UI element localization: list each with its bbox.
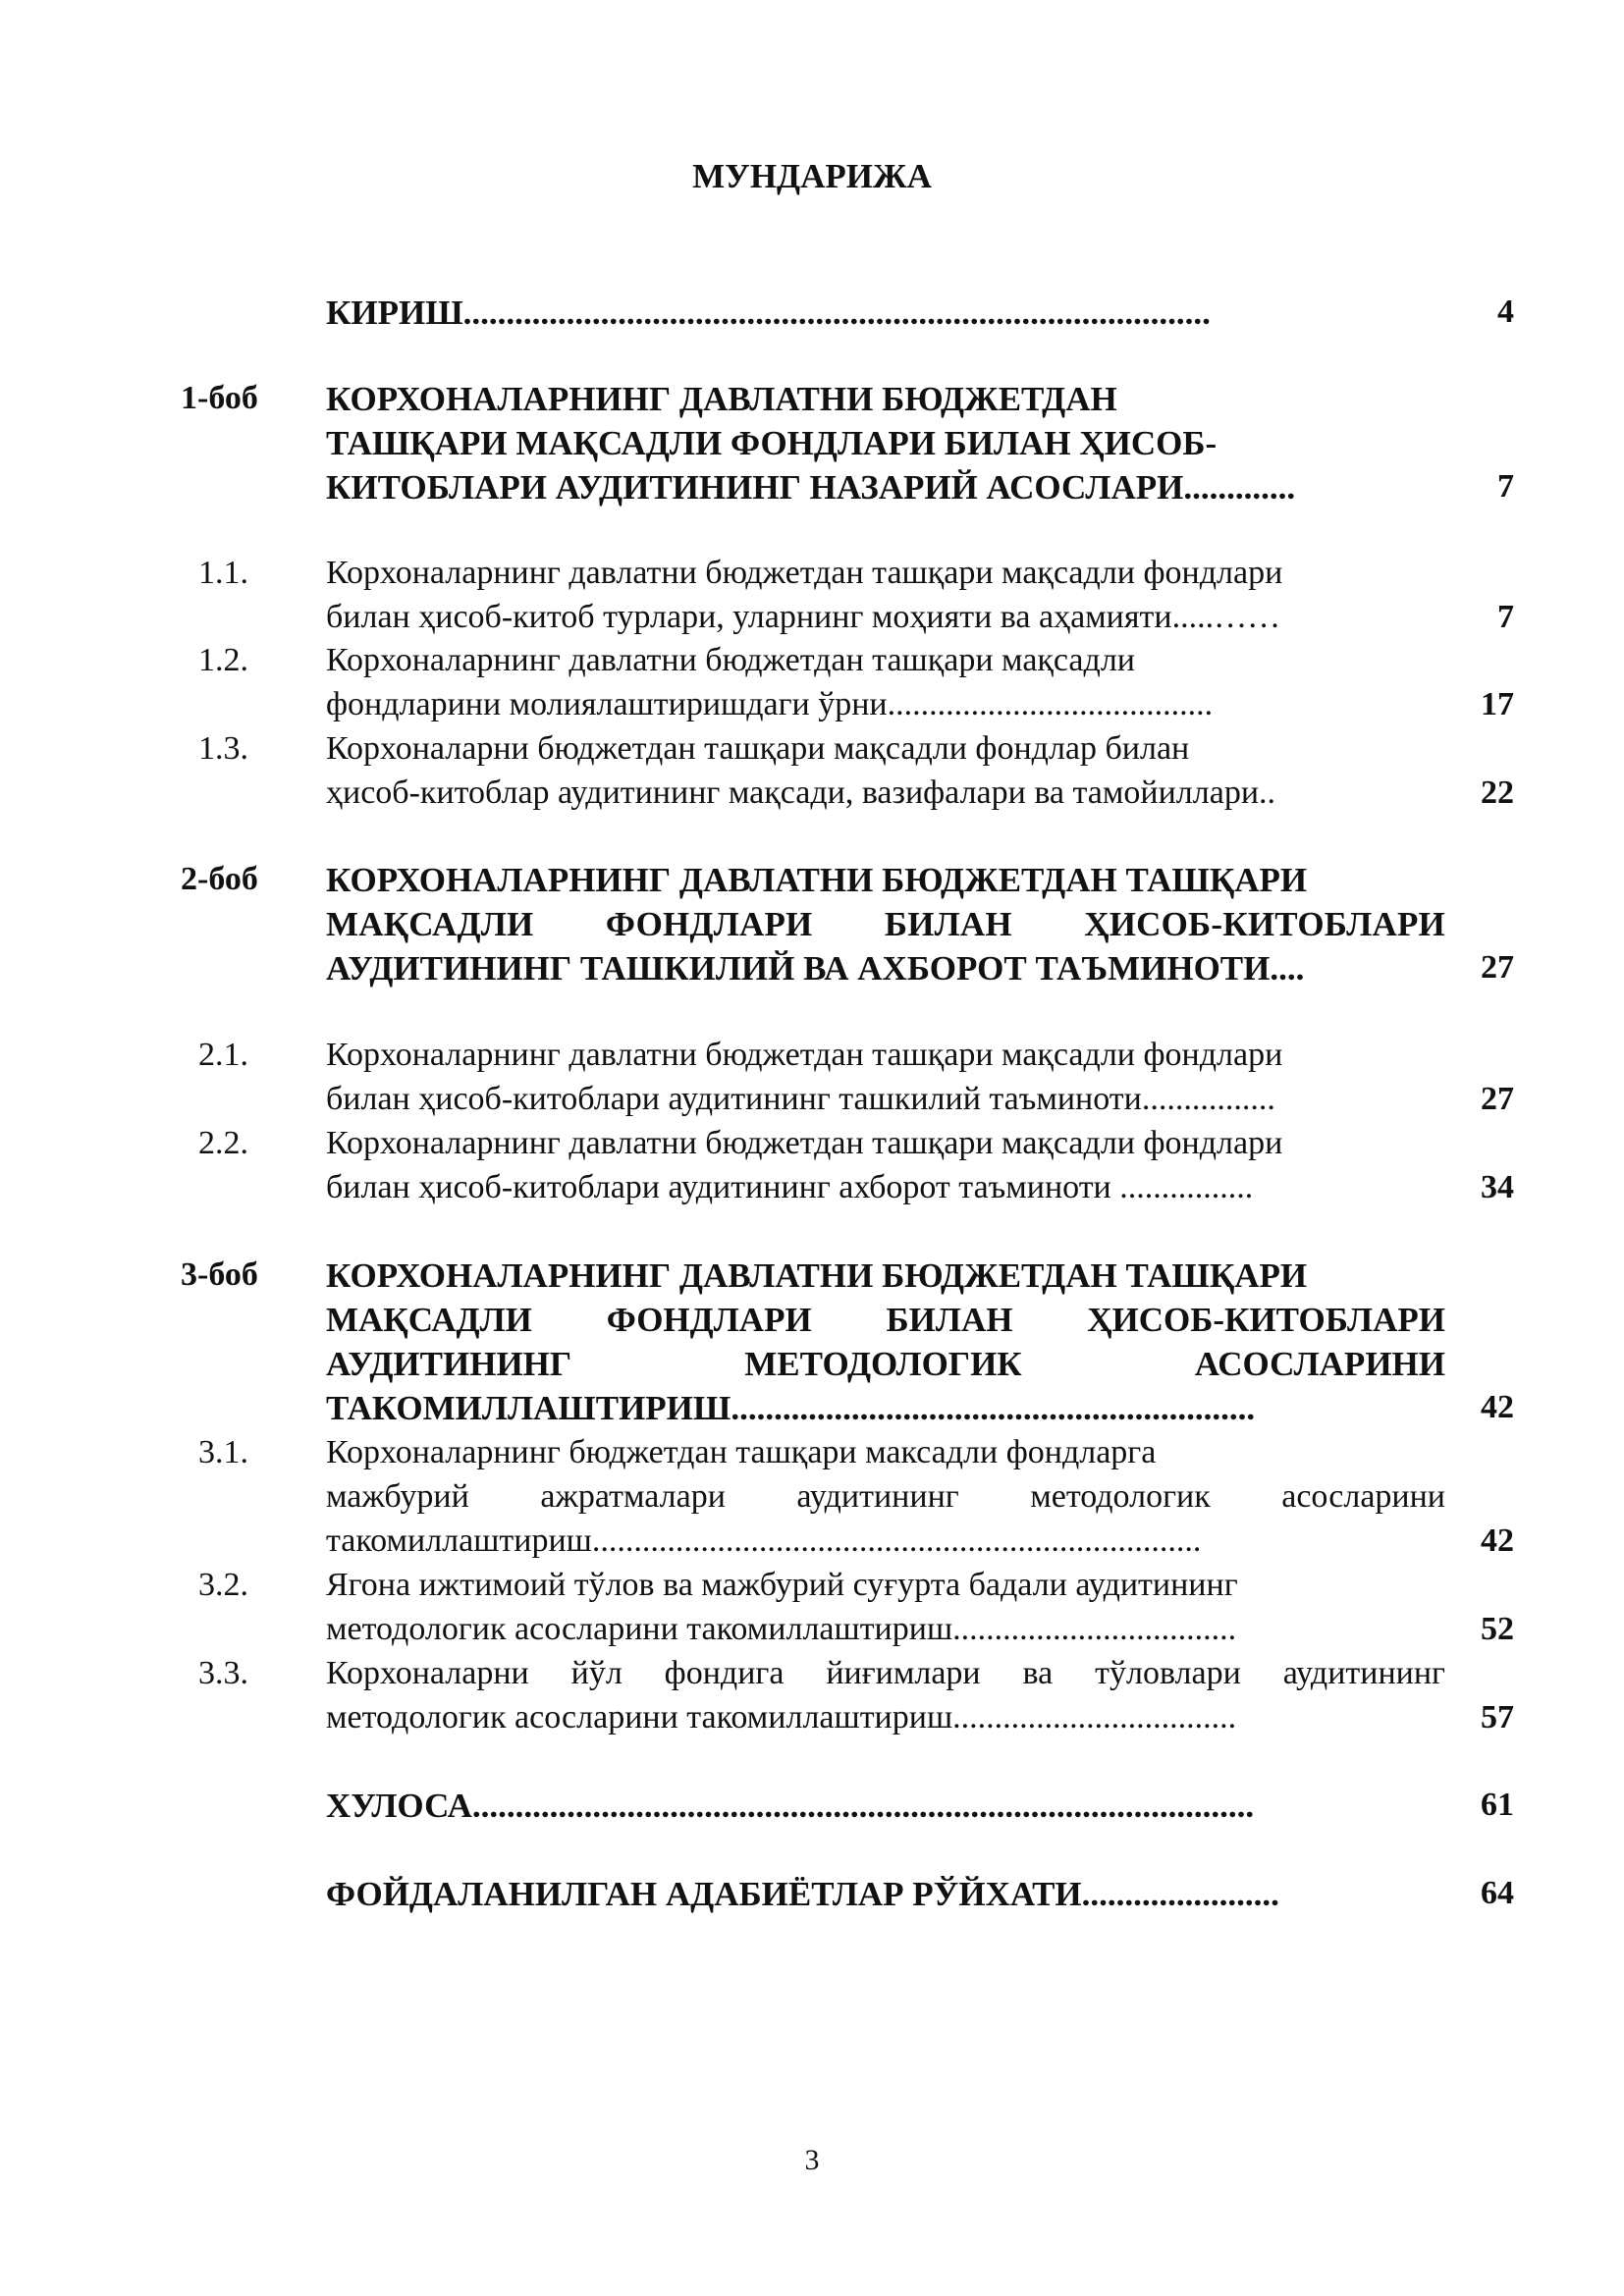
section-title-line: Корхоналарнинг бюджетдан ташқари максадли фондларга: [326, 1434, 1157, 1470]
chapter-title-line: ТАШҚАРИ МАҚСАДЛИ ФОНДЛАРИ БИЛАН ҲИСОБ-: [326, 424, 1218, 462]
section-title-line: мажбурий ажратмалари аудитининг методологик асосларини: [326, 1478, 1445, 1515]
toc-intro-text: КИРИШ.......................................................................................: [326, 294, 1211, 332]
chapter-title-line: ТАКОМИЛЛАШТИРИШ.............................................................: [326, 1389, 1256, 1427]
section-number: 2.2.: [198, 1125, 248, 1161]
section-title-line: Корхоналарнинг давлатни бюджетдан ташқари мақсадли фондлари: [326, 1125, 1283, 1161]
section-page-number: 42: [1481, 1522, 1514, 1559]
chapter-title-line: МАҚСАДЛИ ФОНДЛАРИ БИЛАН ҲИСОБ-КИТОБЛАРИ: [326, 905, 1445, 943]
section-title-line: Корхоналарнинг давлатни бюджетдан ташқари мақсадли фондлари: [326, 1037, 1283, 1073]
toc-intro-page: 4: [1497, 294, 1514, 330]
page-title: МУНДАРИЖА: [692, 157, 932, 195]
section-page-number: 27: [1481, 1081, 1514, 1117]
section-number: 1.3.: [198, 730, 248, 767]
section-title-line: Ягона ижтимоий тўлов ва мажбурий суғурта бадали аудитининг: [326, 1567, 1238, 1603]
chapter-title-line: МАҚСАДЛИ ФОНДЛАРИ БИЛАН ҲИСОБ-КИТОБЛАРИ: [326, 1301, 1445, 1339]
chapter-title-line: КОРХОНАЛАРНИНГ ДАВЛАТНИ БЮДЖЕТДАН ТАШҚАРИ: [326, 1256, 1308, 1295]
toc-references-text: ФОЙДАЛАНИЛГАН АДАБИЁТЛАР РЎЙХАТИ.......................: [326, 1875, 1279, 1913]
section-number: 2.1.: [198, 1037, 248, 1073]
section-page-number: 22: [1481, 774, 1514, 811]
section-number: 3.2.: [198, 1567, 248, 1603]
toc-conclusion-page: 61: [1481, 1787, 1514, 1823]
section-title-line: фондларини молиялаштиришдаги ўрни.......................................: [326, 686, 1214, 722]
section-title-line: билан ҳисоб-китоб турлари, уларнинг моҳияти ва аҳамияти.....……: [326, 599, 1281, 635]
chapter-title-line: КОРХОНАЛАРНИНГ ДАВЛАТНИ БЮДЖЕТДАН ТАШҚАРИ: [326, 861, 1308, 899]
section-title-line: методологик асосларини такомиллаштириш..................................: [326, 1699, 1237, 1735]
section-title-line: Корхоналарнинг давлатни бюджетдан ташқари мақсадли фондлари: [326, 555, 1283, 591]
chapter-title-line: АУДИТИНИНГ МЕТОДОЛОГИК АСОСЛАРИНИ: [326, 1345, 1445, 1383]
section-page-number: 17: [1481, 686, 1514, 722]
section-title-line: Корхоналарнинг давлатни бюджетдан ташқари мақсадли: [326, 642, 1135, 678]
section-number: 1.1.: [198, 555, 248, 591]
chapter-number: 1-боб: [181, 380, 258, 416]
section-number: 1.2.: [198, 642, 248, 678]
chapter-page-number: 27: [1481, 949, 1514, 986]
chapter-title-line: КОРХОНАЛАРНИНГ ДАВЛАТНИ БЮДЖЕТДАН: [326, 380, 1117, 418]
chapter-number: 3-боб: [181, 1256, 258, 1293]
section-title-line: методологик асосларини такомиллаштириш..................................: [326, 1611, 1237, 1647]
section-page-number: 57: [1481, 1699, 1514, 1735]
toc-conclusion-text: ХУЛОСА...........................................................................................: [326, 1787, 1255, 1825]
chapter-page-number: 42: [1481, 1389, 1514, 1425]
section-title-line: ҳисоб-китоблар аудитининг мақсади, вазифалари ва тамойиллари..: [326, 774, 1276, 811]
chapter-page-number: 7: [1497, 468, 1514, 505]
chapter-title-line: КИТОБЛАРИ АУДИТИНИНГ НАЗАРИЙ АСОСЛАРИ.............: [326, 468, 1296, 507]
section-page-number: 34: [1481, 1169, 1514, 1205]
page-number-footer: 3: [804, 2144, 820, 2176]
section-title-line: Корхоналарни йўл фондига йиғимлари ва тўловлари аудитининг: [326, 1655, 1445, 1691]
section-title-line: Корхоналарни бюджетдан ташқари мақсадли фондлар билан: [326, 730, 1190, 767]
toc-references-page: 64: [1481, 1875, 1514, 1911]
section-page-number: 7: [1497, 599, 1514, 635]
section-number: 3.3.: [198, 1655, 248, 1691]
section-page-number: 52: [1481, 1611, 1514, 1647]
section-number: 3.1.: [198, 1434, 248, 1470]
section-title-line: билан ҳисоб-китоблари аудитининг ахборот таъминоти ................: [326, 1169, 1254, 1205]
section-title-line: такомиллаштириш.........................................................................: [326, 1522, 1202, 1559]
chapter-title-line: АУДИТИНИНГ ТАШКИЛИЙ ВА АХБОРОТ ТАЪМИНОТИ....: [326, 949, 1305, 988]
section-title-line: билан ҳисоб-китоблари аудитининг ташкилий таъминоти................: [326, 1081, 1275, 1117]
chapter-number: 2-боб: [181, 861, 258, 897]
